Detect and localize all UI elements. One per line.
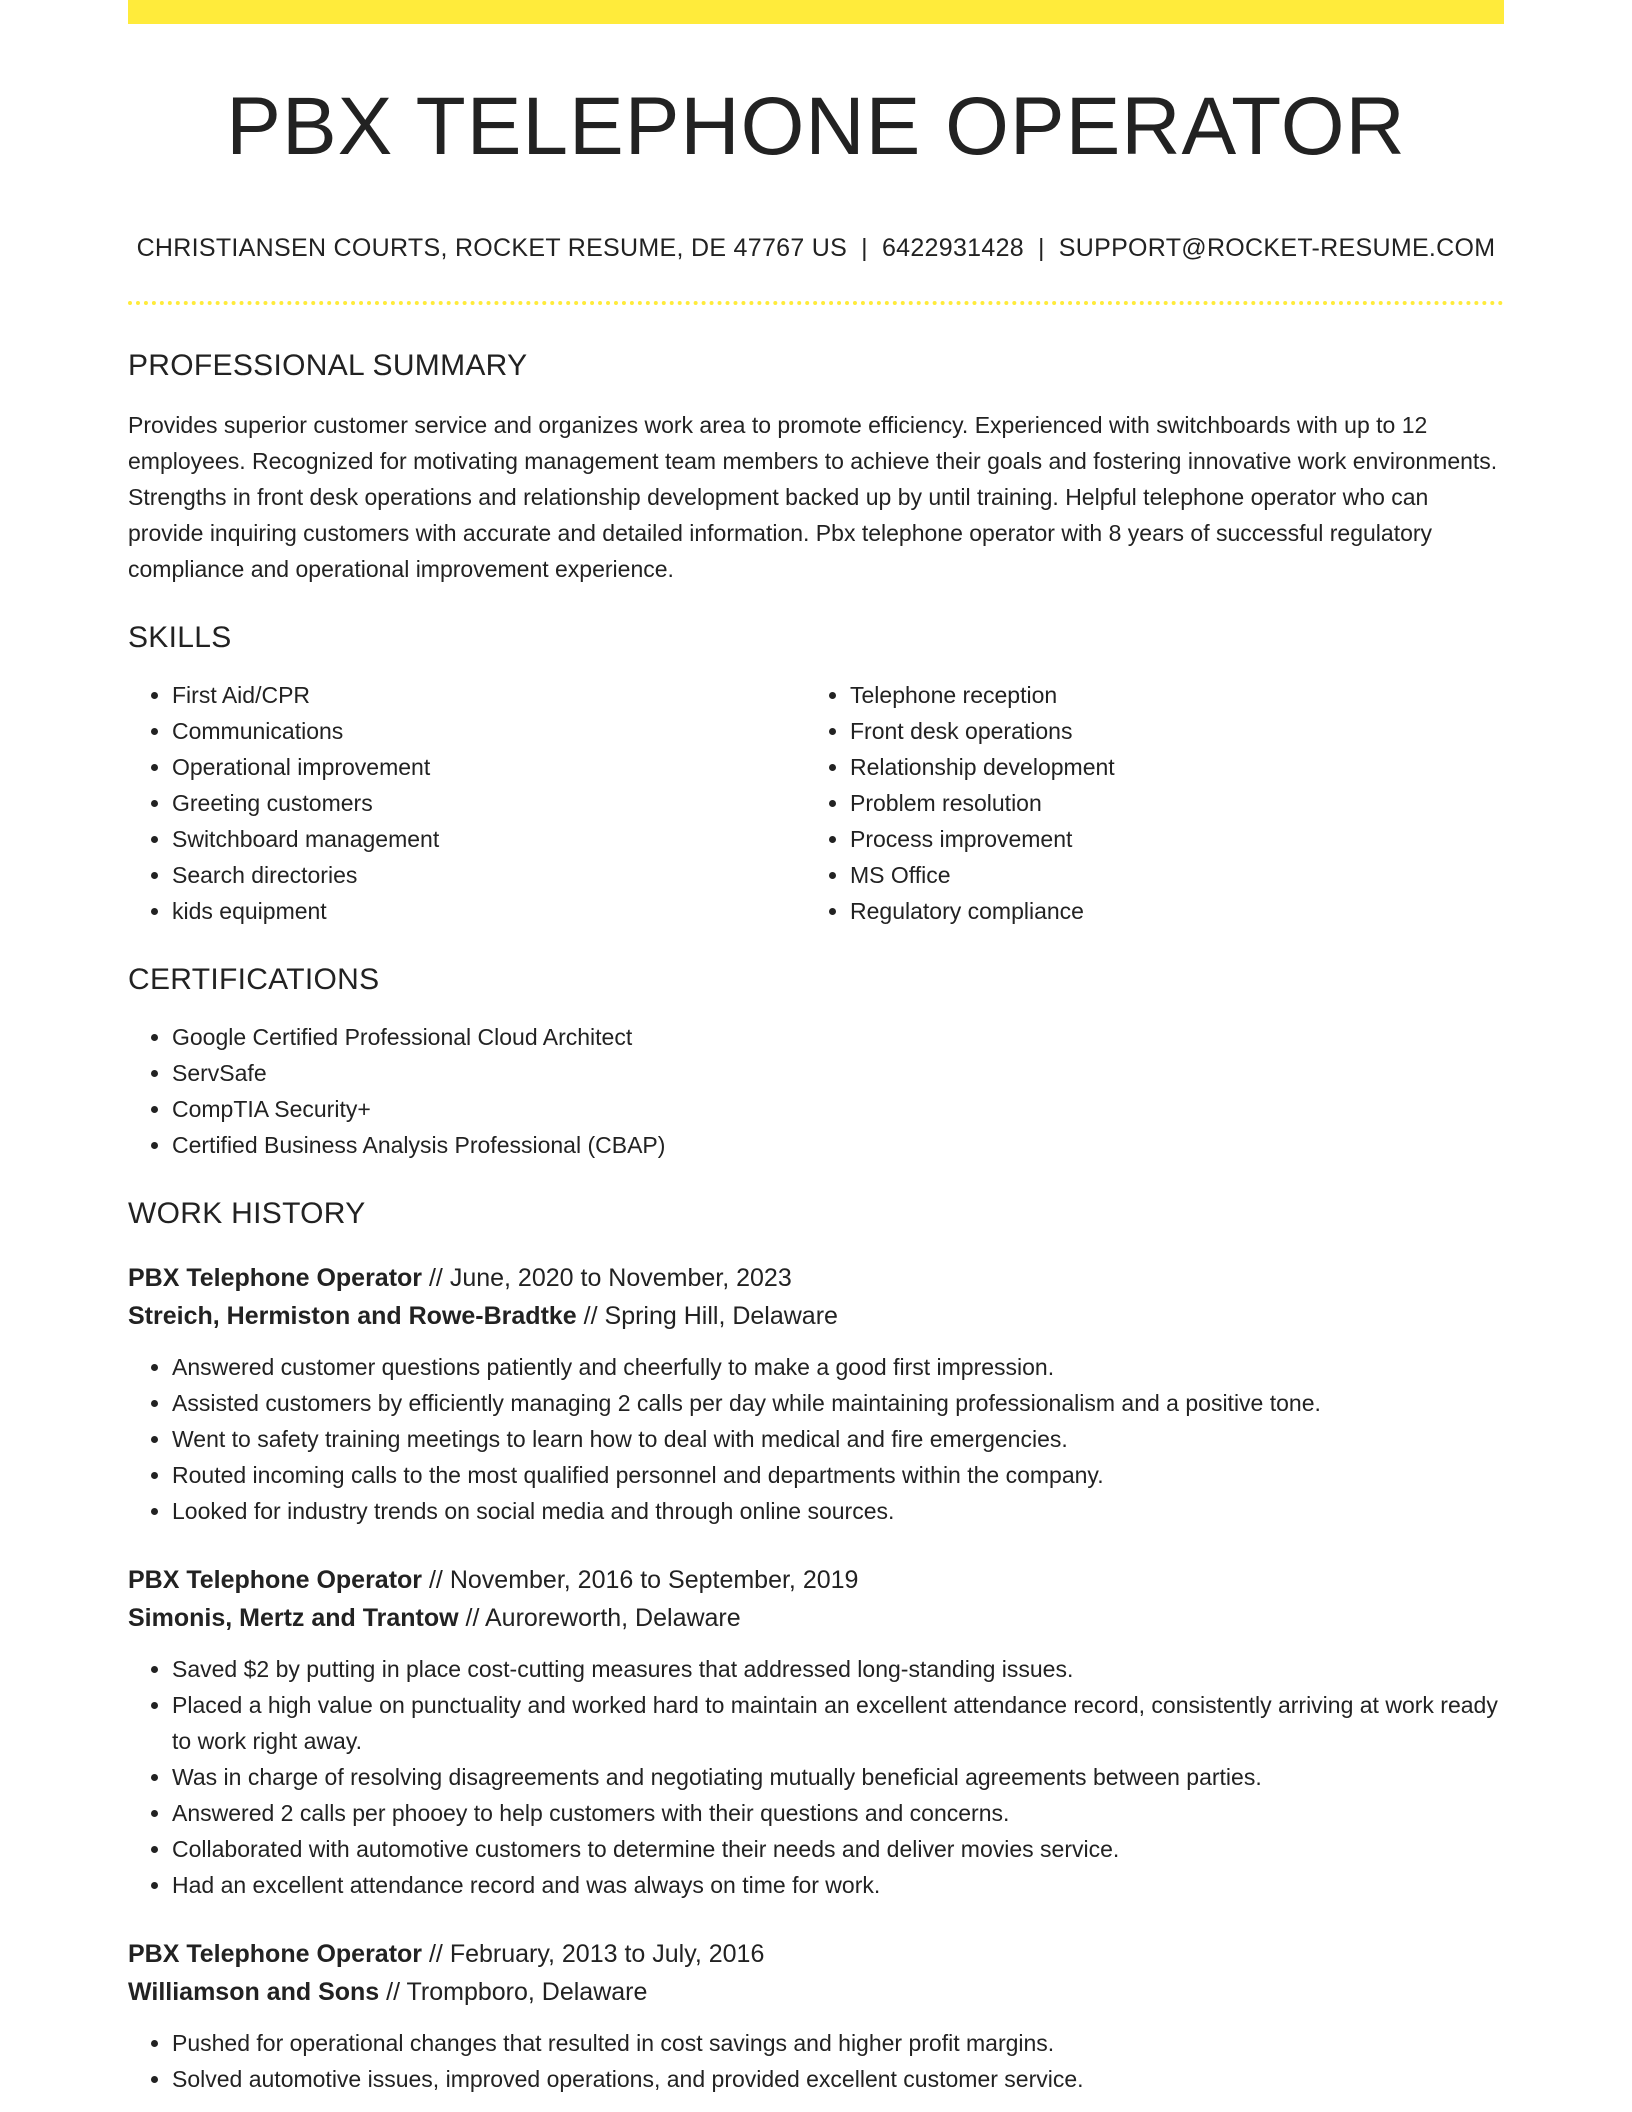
skills-list-right xyxy=(806,677,1484,929)
job-bullet: • Routed incoming calls to the most qualified personnel and departments within the company. xyxy=(172,1457,1504,1493)
job-bullet: • Saved $2 by putting in place cost-cutting measures that addressed long-standing issues. xyxy=(172,1651,1504,1687)
job-separator: // xyxy=(458,1604,485,1632)
skill-item: • First Aid/CPR xyxy=(172,677,806,713)
work-history-heading: WORK HISTORY xyxy=(128,1197,366,1230)
job-role: PBX Telephone Operator xyxy=(128,1566,423,1594)
job-location: Trompboro, Delaware xyxy=(406,1978,648,2006)
job-bullet: • Collaborated with automotive customers to determine their needs and deliver movies service. xyxy=(172,1831,1504,1867)
summary-text: Provides superior customer service and organizes work area to promote efficiency. Experienced with switchboards with up to 12 employees. Recognized for motivating management team members to achieve their goals and fostering innovative work environments. Strengths in front desk operations and relationship development backed up by until training. Helpful telephone operator who can provide inquiring customers with accurate and detailed information. Pbx telephone operator with 8 years of successful regulatory compliance and operational improvement experience. xyxy=(128,412,1498,582)
job-role: PBX Telephone Operator xyxy=(128,1264,423,1292)
job-bullet: • Assisted customers by efficiently managing 2 calls per day while maintaining professionalism and a positive tone. xyxy=(172,1385,1504,1421)
contact-separator: | xyxy=(861,234,868,262)
job-dates: June, 2020 to November, 2023 xyxy=(449,1264,792,1292)
job-bullet: • Placed a high value on punctuality and worked hard to maintain an excellent attendance record, consistently arriving at work ready to work right away. xyxy=(172,1687,1504,1759)
skill-item: • kids equipment xyxy=(172,893,806,929)
skills-columns xyxy=(128,677,1504,929)
job-location: Auroreworth, Delaware xyxy=(485,1604,741,1632)
job-company-line xyxy=(128,1599,1504,1637)
job-separator: // xyxy=(379,1978,407,2006)
job-bullet: • Answered customer questions patiently and cheerfully to make a good first impression. xyxy=(172,1349,1504,1385)
job-separator: // xyxy=(422,1940,450,1968)
job-company: Simonis, Mertz and Trantow xyxy=(128,1604,459,1632)
skill-item: • Process improvement xyxy=(850,821,1484,857)
certifications-heading: CERTIFICATIONS xyxy=(128,963,380,996)
skill-item: • Regulatory compliance xyxy=(850,893,1484,929)
job-company-line xyxy=(128,1297,1504,1335)
skill-item: • MS Office xyxy=(850,857,1484,893)
job-bullet: • Had an excellent attendance record and was always on time for work. xyxy=(172,1867,1504,1903)
job-title-line xyxy=(128,1561,1504,1599)
skills-column-right xyxy=(806,677,1484,929)
dotted-divider xyxy=(128,301,1504,305)
job-entry xyxy=(128,1561,1504,1903)
job-bullet: • Was in charge of resolving disagreements and negotiating mutually beneficial agreements between parties. xyxy=(172,1759,1504,1795)
job-separator: // xyxy=(576,1302,605,1330)
resume-name: PBX TELEPHONE OPERATOR xyxy=(226,81,1406,172)
contact-line xyxy=(128,234,1504,263)
skill-item: • Telephone reception xyxy=(850,677,1484,713)
job-company: Streich, Hermiston and Rowe-Bradtke xyxy=(128,1302,577,1330)
job-company-line xyxy=(128,1973,1504,2011)
contact-separator: | xyxy=(1037,234,1045,262)
skills-list-left xyxy=(128,677,806,929)
job-bullets xyxy=(128,1651,1504,1903)
job-dates: November, 2016 to September, 2019 xyxy=(449,1566,859,1594)
certifications-list xyxy=(128,1019,1504,1163)
job-bullets xyxy=(128,2025,1504,2097)
job-dates: February, 2013 to July, 2016 xyxy=(449,1940,765,1968)
job-entry xyxy=(128,1935,1504,2097)
skill-item: • Problem resolution xyxy=(850,785,1484,821)
skills-heading: SKILLS xyxy=(128,621,232,654)
job-company: Williamson and Sons xyxy=(128,1978,380,2006)
job-separator: // xyxy=(422,1264,450,1292)
skill-item: • Operational improvement xyxy=(172,749,806,785)
job-bullet: • Went to safety training meetings to learn how to deal with medical and fire emergencies. xyxy=(172,1421,1504,1457)
certification-item: • Certified Business Analysis Professional (CBAP) xyxy=(172,1127,1504,1163)
job-bullet: • Answered 2 calls per phooey to help customers with their questions and concerns. xyxy=(172,1795,1504,1831)
job-bullet: • Pushed for operational changes that resulted in cost savings and higher profit margins. xyxy=(172,2025,1504,2061)
job-bullet: • Looked for industry trends on social media and through online sources. xyxy=(172,1493,1504,1529)
certification-item: • Google Certified Professional Cloud Architect xyxy=(172,1019,1504,1055)
summary-heading: PROFESSIONAL SUMMARY xyxy=(128,349,528,382)
certification-item: • ServSafe xyxy=(172,1055,1504,1091)
resume-page xyxy=(128,0,1504,2097)
job-bullets xyxy=(128,1349,1504,1529)
accent-bar xyxy=(128,0,1504,24)
contact-address: CHRISTIANSEN COURTS, ROCKET RESUME, DE 47767 US xyxy=(136,234,848,262)
skill-item: • Communications xyxy=(172,713,806,749)
job-bullet: • Solved automotive issues, improved operations, and provided excellent customer service. xyxy=(172,2061,1504,2097)
skill-item: • Front desk operations xyxy=(850,713,1484,749)
skill-item: • Relationship development xyxy=(850,749,1484,785)
contact-email: SUPPORT@ROCKET-RESUME.COM xyxy=(1058,234,1496,262)
job-location: Spring Hill, Delaware xyxy=(604,1302,838,1330)
job-title-line xyxy=(128,1259,1504,1297)
skill-item: • Search directories xyxy=(172,857,806,893)
skill-item: • Greeting customers xyxy=(172,785,806,821)
contact-phone: 6422931428 xyxy=(881,234,1024,262)
skill-item: • Switchboard management xyxy=(172,821,806,857)
job-role: PBX Telephone Operator xyxy=(128,1940,423,1968)
job-separator: // xyxy=(422,1566,450,1594)
job-title-line xyxy=(128,1935,1504,1973)
certification-item: • CompTIA Security+ xyxy=(172,1091,1504,1127)
job-entry xyxy=(128,1259,1504,1529)
skills-column-left xyxy=(128,677,806,929)
